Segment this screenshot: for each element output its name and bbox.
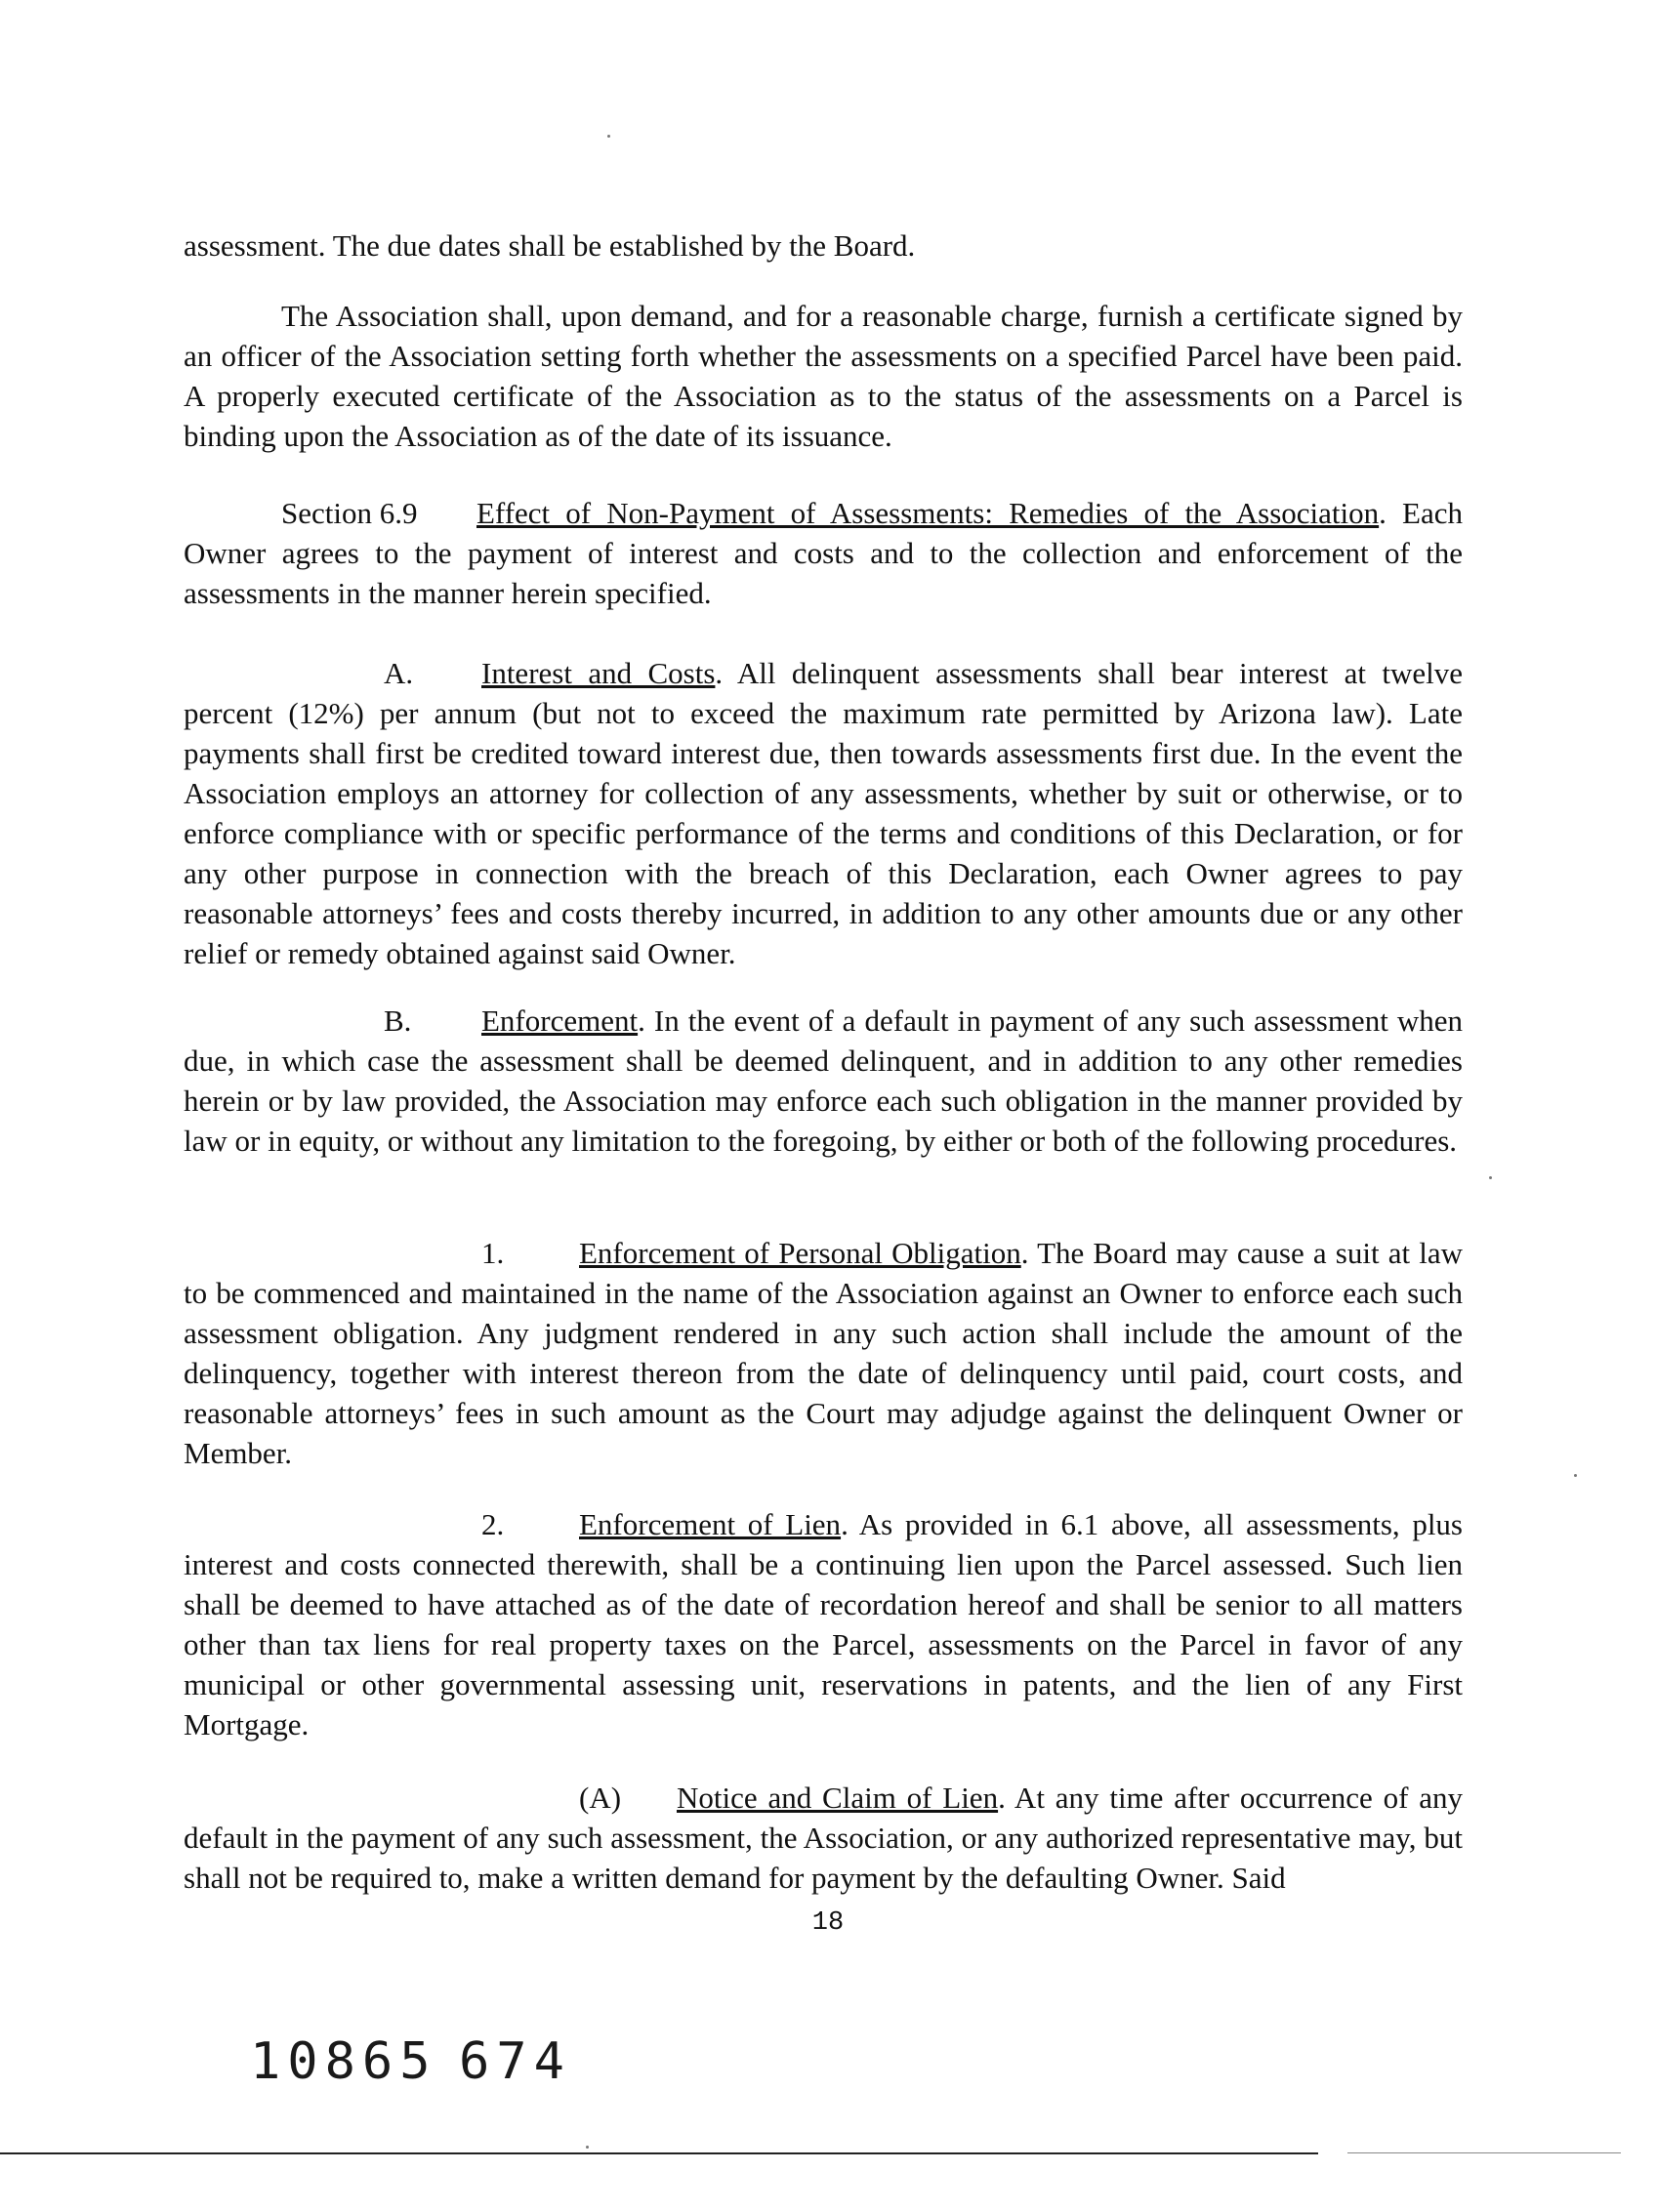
scan-speck [586,2146,589,2149]
section-label: Section 6.9 [281,496,418,530]
recording-stamp-book: 10865 [250,2032,437,2091]
subsection-label: B. [384,1004,412,1038]
scan-speck [607,135,610,138]
item-text: . As provided in 6.1 above, all assessments, plus interest and costs connected therewith, shall be a continuing lien upon the Parcel assessed. Such lien shall be deemed to have attached as of the date of recordation hereof and shall be senior to all matters other than tax liens for real property taxes on the Parcel, assessments on the Parcel in favor of any municipal or other governmental assessing unit, reservations in patents, and the lien of any First Mortgage. [184,1507,1463,1741]
item-1 [184,1233,1463,1473]
page-number: 18 [811,1908,845,1938]
subsection-label: A. [384,656,414,690]
item-heading: Enforcement of Personal Obligation [579,1236,1021,1270]
recording-stamp-page: 674 [459,2032,571,2091]
subsection-heading: Enforcement [481,1004,639,1038]
section-text: . Each Owner agrees to the payment of interest and costs and to the collection and enforcement of the assessments in the manner herein specified. [184,496,1463,610]
paragraph-text: assessment. The due dates shall be established by the Board. [184,228,916,263]
scan-speck [1489,1176,1492,1179]
subsection-b [184,1001,1463,1161]
item-label: (A) [579,1781,622,1815]
item-label: 1. [481,1236,505,1270]
item-label: 2. [481,1507,505,1541]
section-heading: Effect of Non-Payment of Assessments: Remedies of the Association [476,496,1380,530]
paragraph-continuation [184,225,1463,266]
item-heading: Enforcement of Lien [579,1507,842,1541]
subsection-a [184,653,1463,973]
item-text: . At any time after occurrence of any default in the payment of any such assessment, the Association, or any authorized representative may, but shall not be required to, make a written demand for payment by the defaulting Owner. Said [184,1781,1464,1895]
scan-speck [1574,1474,1577,1477]
paragraph-certificate [184,296,1463,456]
item-heading: Notice and Claim of Lien [677,1781,999,1815]
paragraph-text: The Association shall, upon demand, and for a reasonable charge, furnish a certificate signed by an officer of the Association setting forth whether the assessments on a specified Parcel have been paid. A properly executed certificate of the Association as to the status of the assessments on a Parcel is binding upon the Association as of the date of its issuance. [184,299,1463,453]
subsection-text: . All delinquent assessments shall bear interest at twelve percent (12%) per annum (but not to exceed the maximum rate permitted by Arizona law). Late payments shall first be credited toward interest due, then towards assessments first due. In the event the Association employs an attorney for collection of any assessments, whether by suit or otherwise, or to enforce compliance with or specific performance of the terms and conditions of this Declaration, or for any other purpose in connection with the breach of this Declaration, each Owner agrees to pay reasonable attorneys’ fees and costs thereby incurred, in addition to any other amounts due or any other relief or remedy obtained against said Owner. [184,656,1463,970]
scan-edge-line [0,2152,1318,2154]
subsection-heading: Interest and Costs [481,656,716,690]
item-2a [184,1778,1463,1898]
item-2 [184,1504,1463,1744]
section-6-9 [184,493,1463,613]
item-text: . The Board may cause a suit at law to be commenced and maintained in the name of the Association against an Owner to enforce each such assessment obligation. Any judgment rendered in any such action shall include the amount of the delinquency, together with interest thereon from the date of delinquency until paid, court costs, and reasonable attorneys’ fees in such amount as the Court may adjudge against the delinquent Owner or Member. [184,1236,1463,1470]
scan-edge-line-faint [1347,2152,1621,2153]
subsection-text: . In the event of a default in payment of any such assessment when due, in which case the assessment shall be deemed delinquent, and in addition to any other remedies herein or by law provided, the Association may enforce each such obligation in the manner provided by law or in equity, or without any limitation to the foregoing, by either or both of the following procedures. [184,1004,1463,1158]
